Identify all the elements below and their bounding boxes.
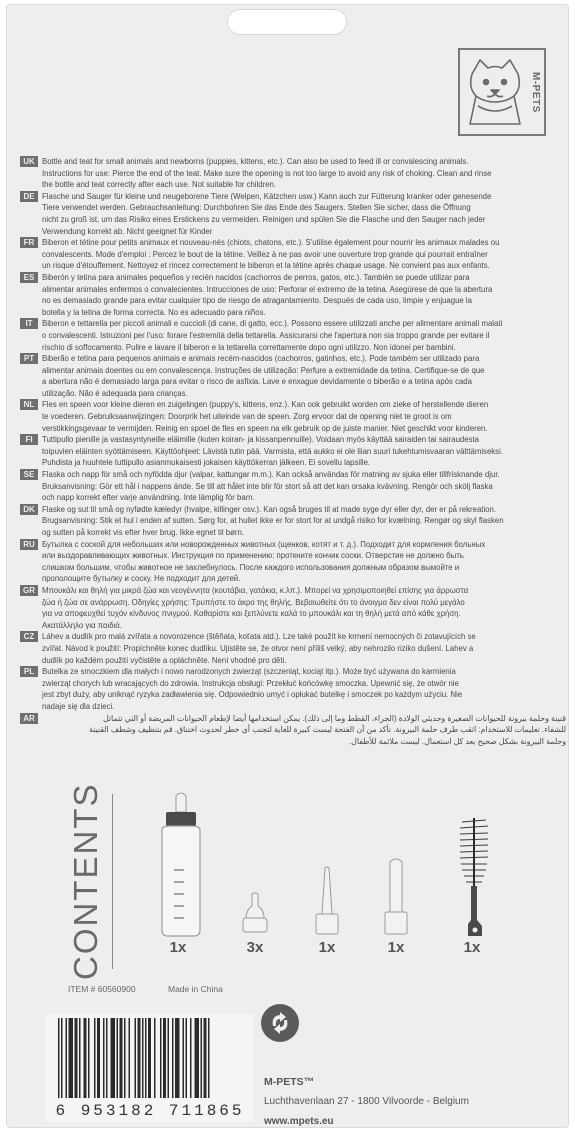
lang-text-line: botella y la tetina de forma correcta. No es adecuado para niños. [42, 307, 266, 317]
lang-block-pt [20, 353, 566, 399]
lang-block-dk [20, 504, 566, 539]
lang-code: AR [20, 713, 38, 724]
lang-text-line: Tiere verwendet werden. Gebrauchsanleitung: Durchbohren Sie das Ende des Saugers. Stellen Sie sicher, dass die Öffnung [42, 203, 471, 213]
lang-code: GR [20, 585, 38, 596]
lang-code: NL [20, 399, 38, 410]
lang-code: FI [20, 434, 38, 445]
lang-code: CZ [20, 631, 38, 642]
contents-title: CONTENTS [67, 782, 104, 980]
lang-block-es [20, 272, 566, 318]
lang-block-it [20, 318, 566, 353]
lang-text-line: Bruksanvisning: Gör ett hål i nappens ände. Se till att hålet inte blir för stort så att det kan orsaka kvävning. Rengör och skölj flaska [42, 481, 493, 491]
lang-text-line: Flaske og sut til små og nyfødte kæledyr (hvalpe, killinger osv.). Kan også bruges til at made syge dyr eller dyr, der er på rekreation. [42, 504, 497, 514]
lang-text-line: Puhdista ja huuhtele tuttipullo asianmukaisesti jokaisen käyttökerran jälkeen. Ei sovellu lapsille. [42, 458, 371, 468]
barcode [46, 1014, 254, 1122]
lang-text-line: no es demasiado grande para evitar cualquier tipo de riesgo de atragantamiento. Después de cada uso, limpie y enjuague la [42, 296, 472, 306]
lang-text-line: Butelka ze smoczkiem dla małych i nowo narodzonych zwierząt (szczeniąt, kociąt itp.). Może być używana do karmienia [42, 667, 456, 677]
lang-text-line: Ακατάλληλο για παιδιά. [42, 620, 122, 630]
lang-code: ES [20, 272, 38, 283]
lang-text-line: Instructions for use: Pierce the end of the teat. Make sure the opening is not too large to avoid any risk of choking. Clean and rinse [42, 168, 492, 178]
lang-text-line: Verwendung korrekt ab. Nicht geeignet für Kinder [42, 226, 213, 236]
lang-block-de [20, 191, 566, 237]
lang-text-line: وحلمة البيرونة بشكل صحيح بعد كل استعمال. ليست ملائمة للأطفال. [349, 736, 566, 746]
lang-text-line: nadaje się dla dzieci. [42, 701, 115, 711]
lang-code: DK [20, 504, 38, 515]
multilingual-instructions [20, 156, 566, 747]
lang-text-line: toipuvien eläinten syöttämiseen. Käyttöohjeet: Lävistä tutin pää. Varmista, että aukko ei ole liian suuri tukehtumisvaaran välttämiseksi. [42, 446, 503, 456]
wide-teat-qty: 1x [387, 939, 405, 956]
long-teat-icon [312, 866, 342, 938]
lang-text-line: Láhev a dudlík pro malá zvířata a novorozence (štěňata, koťata atd.). Lze také použít ke krmení nemocných či zotavujících se [42, 632, 476, 642]
lang-code: PL [20, 666, 38, 677]
lang-block-uk [20, 156, 566, 191]
recycle-icon [261, 1004, 299, 1042]
small-teat-icon [240, 892, 270, 938]
lang-block-ar [20, 713, 566, 748]
lang-text-line: a abertura não é demasiado larga para evitar o risco de asfixia. Lave e enxague devidamente o biberão e a tetina após cada [42, 377, 472, 387]
lang-block-cz [20, 631, 566, 666]
cleaning-brush-icon [452, 816, 496, 940]
lang-text-line: jest zbyt duży, aby uniknąć ryzyka zadławienia się. Odpowiednio umyć i opłukać butelkę i smoczek po każdym użyciu. Nie [42, 690, 463, 700]
item-number: ITEM # 60560900 [68, 984, 136, 994]
lang-block-gr [20, 585, 566, 631]
lang-text-line: alimentar animales enfermos o convalecientes. Intrucciones de uso: Perforar el extremo de la tetina. Asegúrese de que la abertura [42, 284, 493, 294]
lang-text-line: Biberon e tettarella per piccoli animali e cuccioli (di cane, di gatto, ecc.). Possono essere utilizzati anche per alimentare animali malati [42, 319, 503, 329]
made-in: Made in China [168, 984, 223, 994]
barcode-digits: 6 953182 711865 [55, 1102, 245, 1120]
lang-text-line: och napp korrekt efter varje användning. Inte lämplig för barn. [42, 493, 255, 503]
lang-text-line: Tuttipullo pienille ja vastasyntyneille eläimille (kuten koiran- ja kissanpennuille). Voidaan myös käyttää sairaiden tai sairaudesta [42, 435, 480, 445]
company-address: Luchthavenlaan 27 - 1800 Vilvoorde - Belgium [264, 1096, 469, 1107]
lang-text-line: Бутылка с соской для небольших или новорожденных животных (щенков, котят и т. д.). Подходит для кормления больных [42, 539, 486, 549]
lang-text-line: convalescents. Mode d'emploi : Percez le bout de la tétine. Veillez à ne pas avoir une ouverture trop grande qui pourrait entraîner [42, 249, 488, 259]
company-address-block [264, 1072, 564, 1128]
lang-block-fi [20, 434, 566, 469]
long-teat-qty: 1x [318, 939, 336, 956]
lang-text-line: verstikkingsgevaar te vermijden. Reinig en spoel de fles en speen na elk gebruik op de juiste manier. Niet geschikt voor kinderen. [42, 423, 488, 433]
company-name: M-PETS™ [264, 1076, 315, 1088]
lang-text-line: Biberão e tetina para pequenos animais e animais recém-nascidos (cachorros, gatinhos, etc.). Pode também ser utilizado para [42, 354, 480, 364]
lang-code: FR [20, 237, 38, 248]
lang-text-line: dudlík po každém použití vyčistěte a opláchněte. Není vhodné pro děti. [42, 655, 287, 665]
lang-block-nl [20, 399, 566, 434]
lang-text-line: Fles en speen voor kleine dieren en zuigelingen (puppy's, kittens, enz.). Kan ook gebruikt worden om zieke of herstellende dieren [42, 400, 489, 410]
lang-text-line: Biberon et tétine pour petits animaux et nouveau-nés (chiots, chatons, etc.). S'utilise également pour nourrir les animaux malades ou [42, 238, 500, 248]
lang-text-line: nicht zu groß ist, um das Risiko eines Erstickens zu vermeiden. Reinigen und spülen Sie die Flasche und den Sauger nach jeder [42, 214, 486, 224]
wide-teat-icon [380, 856, 412, 938]
lang-text-line: Brugsanvisning: Stik et hul i enden af sutten. Sørg for, at hullet ikke er for stort for at undgå risiko for kvælning. Rengør og skyl flasken [42, 516, 504, 526]
brush-qty: 1x [463, 939, 481, 956]
logo-wordmark: M-PETS [530, 71, 541, 113]
packaging-card [6, 4, 569, 1128]
lang-text-line: the bottle and teat correctly after each use. Not suitable for children. [42, 180, 277, 190]
lang-text-line: ζώα ή ζώα σε ανάρρωση. Οδηγίες χρήσης: Τρυπήστε το άκρο της θηλής. Βεβαιωθείτε ότι το άνοιγμα δεν είναι πολύ μεγάλο [42, 597, 465, 607]
lang-text-line: Flaska och napp för små och nyfödda djur (valpar, kattungar m.m.). Kan också användas för matning av sjuka eller tillfrisknande djur. [42, 470, 500, 480]
lang-text-line: alimentar animais doentes ou em convalescença. Instruções de utilização: Perfure a extremidade da tetina. Certifique-se de que [42, 365, 485, 375]
bottle-icon [148, 790, 214, 938]
small-teat-qty: 3x [246, 939, 264, 956]
lang-code: PT [20, 353, 38, 364]
lang-text-line: rischio di soffocamento. Pulire e lavare il biberon e la tettarella correttamente dopo ogni utilizzo. Non idonei per bambini. [42, 342, 456, 352]
lang-text-line: قنينة وحلمة ببرونة للحيوانات الصغيرة وحديثي الولادة (الجراء، القطط وما إلى ذلك). يمكن استخدامها أيضا لإطعام الحيوانات المريضة أو التي تتماثل [102, 713, 566, 723]
lang-block-se [20, 469, 566, 504]
barcode-bars-icon [46, 1014, 254, 1100]
mpets-logo [458, 48, 546, 136]
lang-block-fr [20, 237, 566, 272]
lang-block-ru [20, 539, 566, 585]
bottle-qty: 1x [169, 939, 187, 956]
lang-text-line: για να αποφευχθεί τυχόν κίνδυνος πνιγμού. Καθαρίστε και ξεπλύνετε καλά το μπουκάλι και τη θηλή μετά από κάθε χρήση. [42, 609, 461, 619]
lang-text-line: zvířat. Návod k použití: Propíchněte konec dudlíku. Ujistěte se, že otvor není příliš velký, aby nehrozilo riziko dušení. Lahev a [42, 643, 474, 653]
company-website: www.mpets.eu [264, 1116, 334, 1127]
lang-text-line: un risque d'étouffement. Nettoyez et rincez correctement le biberon et la tétine après chaque usage. Ne convient pas aux enfants. [42, 261, 490, 271]
lang-code: DE [20, 191, 38, 202]
lang-text-line: слишком большим, чтобы животное не захлебнулось. После каждого использования должным образом вымойте и [42, 562, 460, 572]
lang-text-line: utilização. Não é adequada para crianças. [42, 388, 188, 398]
lang-text-line: прополощите бутылку и соску. Не подходит для детей. [42, 574, 241, 584]
lang-text-line: og sutten på korrekt vis efter hver brug. Ikke egnet til børn. [42, 528, 244, 537]
lang-text-line: Μπουκάλι και θηλή για μικρά ζώα και νεογέννητα (κουτάβια, γατάκια, κ.λπ.). Μπορεί να χρησιμοποιηθεί επίσης για άρρωστα [42, 585, 469, 595]
lang-code: UK [20, 156, 38, 167]
lang-text-line: Flasche und Sauger für kleine und neugeborene Tiere (Welpen, Kätzchen usw.) Kann auch zur Fütterung kranker oder genesende [42, 191, 492, 201]
lang-text-line: للشفاء. تعليمات للاستخدام: اثقب طرف حلمة البيرونة. تأكد من أن الفتحة ليست كبيرة للغاية لتجنب أي خطر لحدوث اختناق. قم بتنظيف وشطف القنينة [89, 725, 566, 735]
hang-hole [227, 9, 347, 35]
lang-text-line: zwierząt chorych lub wracających do zdrowia. Instrukcja obsługi: Przekłuć końcówkę smoczka. Upewnić się, że otwór nie [42, 678, 459, 688]
lang-code: IT [20, 318, 38, 329]
lang-text-line: или выздоравливающих животных. Инструкция по применению: проткните кончик соски. Отверстие не должно быть [42, 551, 464, 561]
lang-code: SE [20, 469, 38, 480]
lang-text-line: te voederen. Gebruiksaanwijzingen: Doorprik het uiteinde van de speen. Zorg ervoor dat de opening niet te groot is om [42, 412, 452, 422]
lang-text-line: o convalescenti. Istruzioni per l'uso: forare l'estremità della tettarella. Assicurarsi che l'apertura non sia troppo grande per evitare il [42, 330, 490, 340]
lang-text-line: Bottle and teat for small animals and newborns (puppies, kittens, etc.). Can also be used to feed ill or convalescing animals. [42, 157, 469, 166]
cat-dog-logo-icon [464, 54, 526, 128]
lang-code: RU [20, 539, 38, 550]
lang-text-line: Biberón y tetina para animales pequeños y recién nacidos (cachorros de perros, gatos, etc.). También se puede utilizar para [42, 272, 470, 282]
lang-block-pl [20, 666, 566, 712]
